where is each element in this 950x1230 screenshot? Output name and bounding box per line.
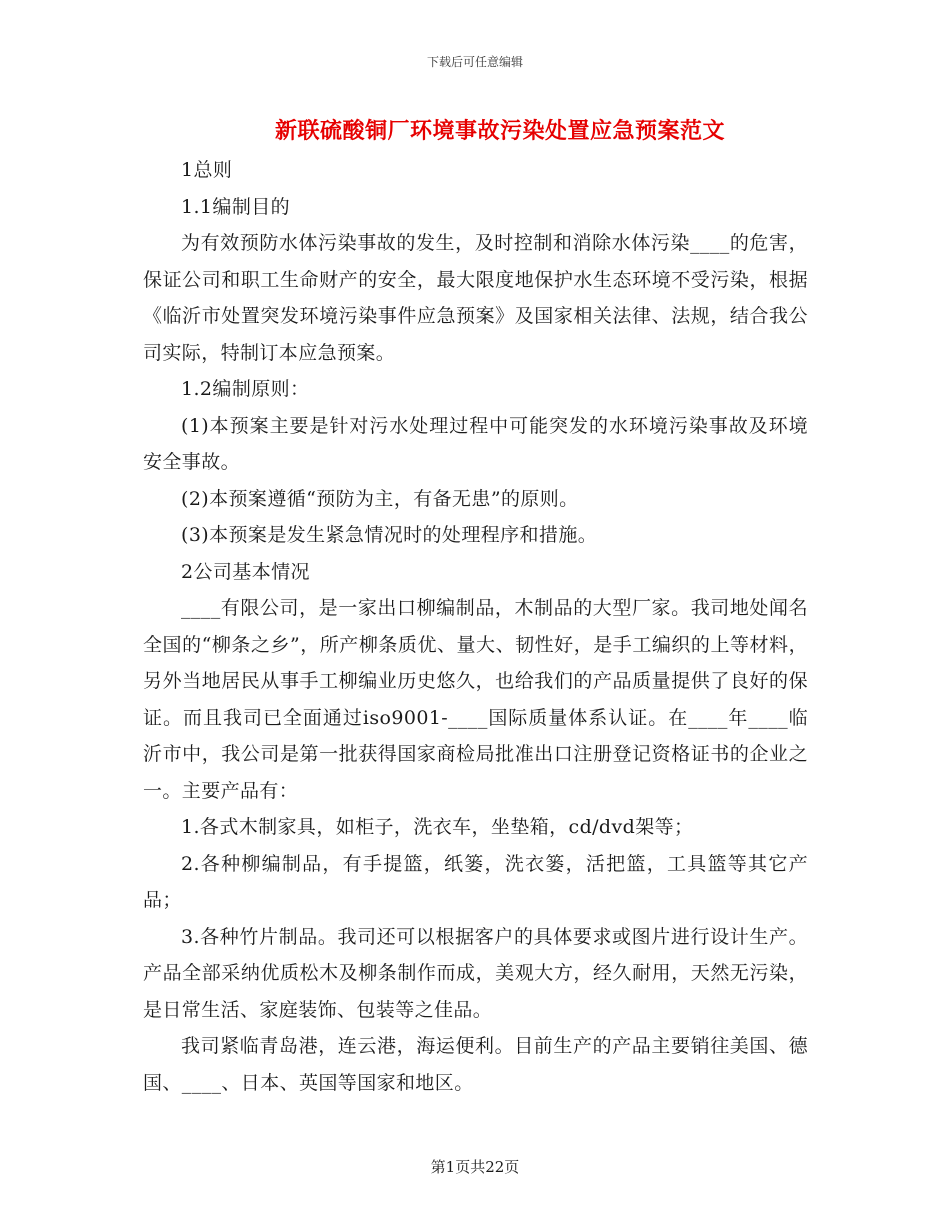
paragraph: 2公司基本情况 xyxy=(181,560,310,583)
paragraph: 1.1编制目的 xyxy=(181,195,291,218)
page-number: 第1页共22页 xyxy=(430,1158,520,1176)
paragraph: ____有限公司，是一家出口柳编制品，木制品的大型厂家。我司地处闻名全国的“柳条之乡”，所产柳条质优、量大、韧性好，是手工编织的上等材料，另外当地居民从事手工柳编业历史悠久，也给我们的产品质量提供了良好的保证。而且我司已全面通过iso9001-____国际质量体系认证。在____年____临沂市中，我公司是第一批获得国家商检局批准出口注册登记资格证书的企业之一。主要产品有： xyxy=(143,597,808,802)
paragraph: 为有效预防水体污染事故的发生，及时控制和消除水体污染____的危害，保证公司和职工生命财产的安全，最大限度地保护水生态环境不受污染，根据《临沂市处置突发环境污染事件应急预案》及国家相关法律、法规，结合我公司实际，特制订本应急预案。 xyxy=(143,232,808,364)
paragraph: (2)本预案遵循“预防为主，有备无患”的原则。 xyxy=(181,487,579,510)
paragraph: 我司紧临青岛港，连云港，海运便利。目前生产的产品主要销往美国、德国、____、日本、英国等国家和地区。 xyxy=(143,1035,808,1094)
paragraph: (3)本预案是发生紧急情况时的处理程序和措施。 xyxy=(181,524,598,546)
document-title: 新联硫酸铜厂环境事故污染处置应急预案范文 xyxy=(274,118,725,144)
paragraph: 1.各式木制家具，如柜子，洗衣车，坐垫箱，cd/dvd架等； xyxy=(181,816,694,838)
document-body xyxy=(143,152,808,1101)
paragraph: (1)本预案主要是针对污水处理过程中可能突发的水环境污染事故及环境安全事故。 xyxy=(143,414,808,473)
header-note: 下载后可任意编辑 xyxy=(426,55,523,69)
paragraph: 1总则 xyxy=(181,159,233,181)
paragraph: 2.各种柳编制品，有手提篮，纸篓，洗衣篓，活把篮，工具篮等其它产品； xyxy=(143,852,808,911)
paragraph: 1.2编制原则： xyxy=(181,378,310,400)
paragraph: 3.各种竹片制品。我司还可以根据客户的具体要求或图片进行设计生产。产品全部采纳优质松木及柳条制作而成，美观大方，经久耐用，天然无污染，是日常生活、家庭装饰、包装等之佳品。 xyxy=(143,925,808,1021)
